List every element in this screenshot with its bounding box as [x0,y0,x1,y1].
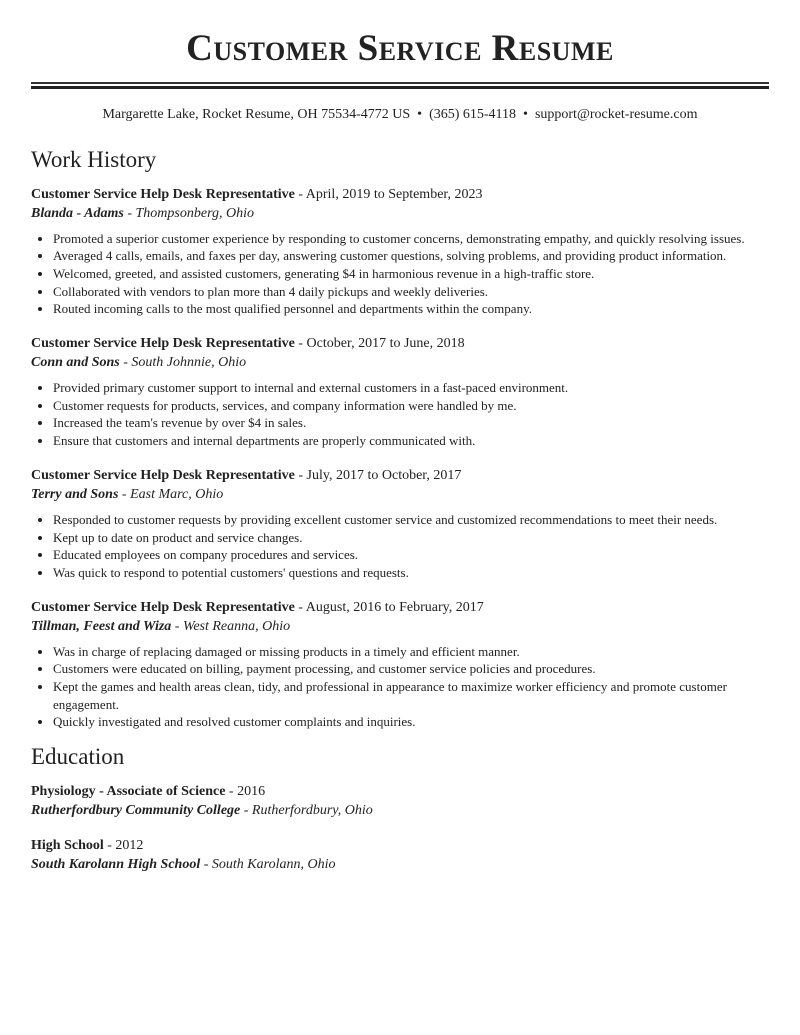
job-bullet: • Collaborated with vendors to plan more than 4 daily pickups and weekly deliveries. [53,283,769,301]
job-company-line: Terry and Sons - East Marc, Ohio [31,486,224,502]
job-bullet: • Customer requests for products, services, and company information were handled by me. [53,397,769,415]
work-history-list [31,185,769,732]
resume-title: Customer Service Resume [186,28,614,69]
job-company: Conn and Sons [31,355,120,371]
job-dates: October, 2017 to June, 2018 [306,336,465,352]
job-entry [31,185,769,319]
job-entry [31,598,769,732]
education-list [31,782,769,874]
job-title: Customer Service Help Desk Representative [31,186,295,202]
job-bullet: • Educated employees on company procedures and services. [53,546,769,564]
education-year: 2016 [237,784,266,800]
job-header: Customer Service Help Desk Representative - August, 2016 to February, 2017 [31,599,484,615]
job-bullets [31,511,769,582]
contact-email: support@rocket-resume.com [534,106,698,122]
job-bullet: • Quickly investigated and resolved customer complaints and inquiries. [53,713,769,731]
job-company: Blanda - Adams [31,205,124,221]
job-bullets [31,643,769,732]
job-location: West Reanna, Ohio [182,618,291,634]
education-location: Rutherfordbury, Ohio [251,803,373,819]
job-dates: August, 2016 to February, 2017 [305,599,484,615]
education-school-line: Rutherfordbury Community College - Rutherfordbury, Ohio [31,803,373,819]
job-bullet: • Increased the team's revenue by over $4 in sales. [53,414,769,432]
job-bullet: • Welcomed, greeted, and assisted customers, generating $4 in harmonious revenue in a high-traffic store. [53,265,769,283]
job-title: Customer Service Help Desk Representative [31,599,295,615]
education-school: Rutherfordbury Community College [31,803,241,819]
job-bullet: • Ensure that customers and internal departments are properly communicated with. [53,432,769,450]
job-title: Customer Service Help Desk Representative [31,467,295,483]
job-bullet: • Averaged 4 calls, emails, and faxes per day, answering customer questions, solving problems, and providing product information. [53,247,769,265]
job-bullet: • Kept the games and health areas clean, tidy, and professional in appearance to maximize worker efficiency and promote customer engagement. [53,678,769,713]
education-degree: Physiology - Associate of Science [31,784,226,800]
job-bullet: • Was in charge of replacing damaged or missing products in a timely and efficient manner. [53,643,769,661]
job-company-line: Blanda - Adams - Thompsonberg, Ohio [31,205,255,221]
job-bullet: • Was quick to respond to potential customers' questions and requests. [53,564,769,582]
education-entry [31,782,769,820]
job-bullet: • Kept up to date on product and service changes. [53,529,769,547]
work-history-heading: Work History [31,146,157,172]
education-entry [31,836,769,874]
job-header: Customer Service Help Desk Representative - April, 2019 to September, 2023 [31,186,483,202]
job-entry [31,466,769,582]
contact-line [31,106,769,124]
education-year: 2012 [115,838,144,854]
education-school: South Karolann High School [31,857,201,873]
job-bullet: • Promoted a superior customer experience by responding to customer concerns, demonstrating empathy, and quickly resolving issues. [53,230,769,248]
header-rule-thick [31,86,769,89]
job-bullets [31,379,769,450]
education-location: South Karolann, Ohio [211,857,336,873]
education-degree: High School [31,838,104,854]
job-location: East Marc, Ohio [130,486,224,502]
contact-phone: (365) 615-4118 [429,106,517,122]
job-location: South Johnnie, Ohio [131,355,247,371]
education-school-line: South Karolann High School - South Karolann, Ohio [31,857,336,873]
contact-separator: • [417,106,423,122]
job-bullets [31,230,769,319]
job-company-line: Conn and Sons - South Johnnie, Ohio [31,355,247,371]
job-header: Customer Service Help Desk Representative - July, 2017 to October, 2017 [31,467,462,483]
job-company: Terry and Sons [31,486,119,502]
job-header: Customer Service Help Desk Representative - October, 2017 to June, 2018 [31,336,465,352]
education-header: High School - 2012 [31,838,144,854]
job-dates: July, 2017 to October, 2017 [306,467,462,483]
contact-separator: • [523,106,528,122]
job-title: Customer Service Help Desk Representative [31,336,295,352]
job-location: Thompsonberg, Ohio [135,205,255,221]
job-entry [31,334,769,450]
job-bullet: • Responded to customer requests by providing excellent customer service and customized recommendations to meet their needs. [53,511,769,529]
job-bullet: • Routed incoming calls to the most qualified personnel and departments within the company. [53,300,769,318]
job-dates: April, 2019 to September, 2023 [305,186,483,202]
job-bullet: • Provided primary customer support to internal and external customers in a fast-paced environment. [53,379,769,397]
job-company: Tillman, Feest and Wiza [31,618,172,634]
job-bullet: • Customers were educated on billing, payment processing, and customer service policies and procedures. [53,660,769,678]
contact-address: Margarette Lake, Rocket Resume, OH 75534-4772 US [102,106,411,122]
education-header: Physiology - Associate of Science - 2016 [31,784,266,800]
header-rule-thin [31,82,769,84]
job-company-line: Tillman, Feest and Wiza - West Reanna, Ohio [31,618,291,634]
education-heading: Education [31,744,125,770]
